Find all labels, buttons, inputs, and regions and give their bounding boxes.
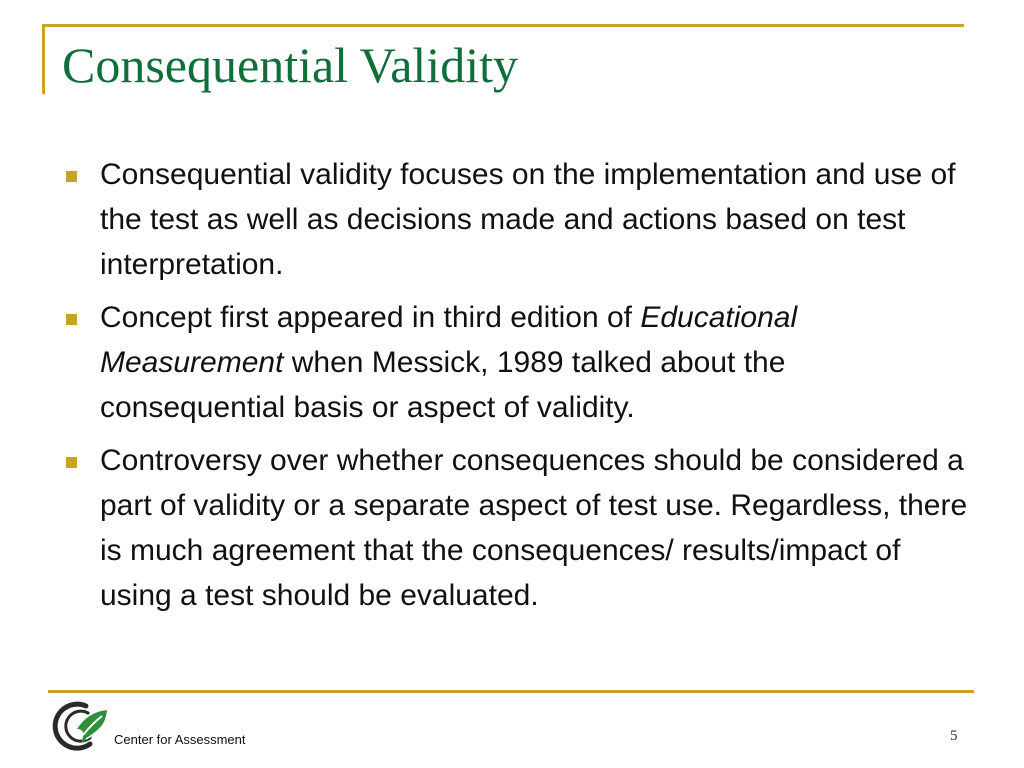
slide-title: Consequential Validity bbox=[62, 37, 518, 93]
page-number: 5 bbox=[950, 728, 958, 744]
title-frame-top-line bbox=[42, 24, 964, 27]
bullet-text-suffix: when Messick, 1989 talked about the consequential basis or aspect of validity. bbox=[100, 346, 786, 424]
bullet-item bbox=[66, 438, 976, 618]
square-bullet-icon bbox=[66, 457, 77, 468]
title-frame-left-line bbox=[42, 24, 45, 94]
bullet-text-prefix: Concept first appeared in third edition of bbox=[100, 301, 641, 334]
organization-name: Center for Assessment bbox=[114, 732, 246, 747]
bullet-item bbox=[66, 295, 976, 430]
center-for-assessment-logo-icon bbox=[50, 698, 112, 754]
square-bullet-icon bbox=[66, 314, 77, 325]
footer-divider bbox=[48, 690, 974, 693]
book-title: Educational Measurement bbox=[100, 301, 798, 379]
square-bullet-icon bbox=[66, 171, 77, 182]
bullet-item bbox=[66, 152, 976, 287]
bullet-text: Consequential validity focuses on the implementation and use of the test as well as decisions made and actions based on test interpretation. bbox=[100, 158, 956, 281]
bullet-text: Controversy over whether consequences should be considered a part of validity or a separate aspect of test use. Regardless, there is much agreement that the consequences/ results/impact of using a test should be evaluated. bbox=[100, 444, 968, 612]
bullet-list bbox=[66, 152, 976, 626]
